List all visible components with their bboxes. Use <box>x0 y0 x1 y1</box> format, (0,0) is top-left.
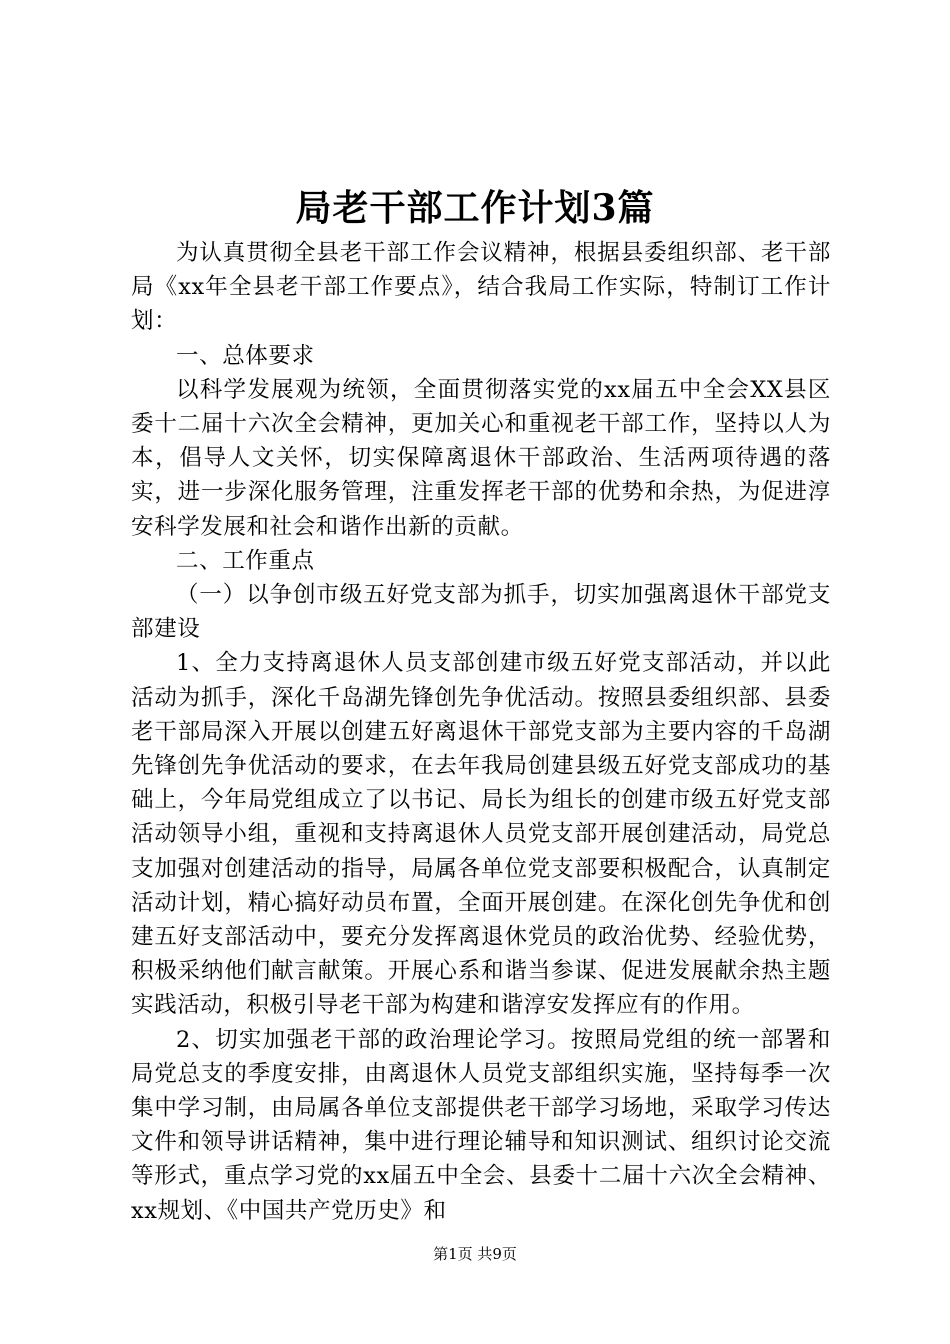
page-footer: 第1页 共9页 <box>433 1245 517 1263</box>
section-heading-general: 一、总体要求 <box>176 342 315 369</box>
paragraph-item-2: 2、切实加强老干部的政治理论学习。按照局党组的统一部署和局党总支的季度安排，由离退休人员党支部组织实施，坚持每季一次集中学习制，由局属各单位支部提供老干部学习场地，采取学习传达文件和领导讲话精神，集中进行理论辅导和知识测试、组织讨论交流等形式，重点学习党的xx届五中全会、县委十二届十六次全会精神、xx规划、《中国共产党历史》和 <box>131 1026 831 1224</box>
paragraph-item-1: 1、全力支持离退休人员支部创建市级五好党支部活动，并以此活动为抓手，深化千岛湖先锋创先争优活动。按照县委组织部、县委老干部局深入开展以创建五好离退休干部党支部为主要内容的千岛湖先锋创先争优活动的要求，在去年我局创建县级五好党支部成功的基础上，今年局党组成立了以书记、局长为组长的创建市级五好党支部活动领导小组，重视和支持离退休人员党支部开展创建活动，局党总支加强对创建活动的指导，局属各单位党支部要积极配合，认真制定活动计划，精心搞好动员布置，全面开展创建。在深化创先争优和创建五好支部活动中，要充分发挥离退休党员的政治优势、经验优势，积极采纳他们献言献策。开展心系和谐当参谋、促进发展献余热主题实践活动，积极引导老干部为构建和谐淳安发挥应有的作用。 <box>131 650 831 1019</box>
paragraph-general-requirements: 以科学发展观为统领，全面贯彻落实党的xx届五中全会XX县区委十二届十六次全会精神，更加关心和重视老干部工作，坚持以人为本，倡导人文关怀，切实保障离退休干部政治、生活两项待遇的落实，进一步深化服务管理，注重发挥老干部的优势和余热，为促进淳安科学发展和社会和谐作出新的贡献。 <box>131 376 831 540</box>
document-body <box>131 236 831 1228</box>
document-title: 局老干部工作计划3篇 <box>295 187 655 229</box>
paragraph-intro: 为认真贯彻全县老干部工作会议精神，根据县委组织部、老干部局《xx年全县老干部工作要点》，结合我局工作实际，特制订工作计划： <box>131 240 831 335</box>
section-heading-key-work: 二、工作重点 <box>176 547 315 574</box>
subsection-heading-1: （一）以争创市级五好党支部为抓手，切实加强离退休干部党支部建设 <box>131 582 831 643</box>
